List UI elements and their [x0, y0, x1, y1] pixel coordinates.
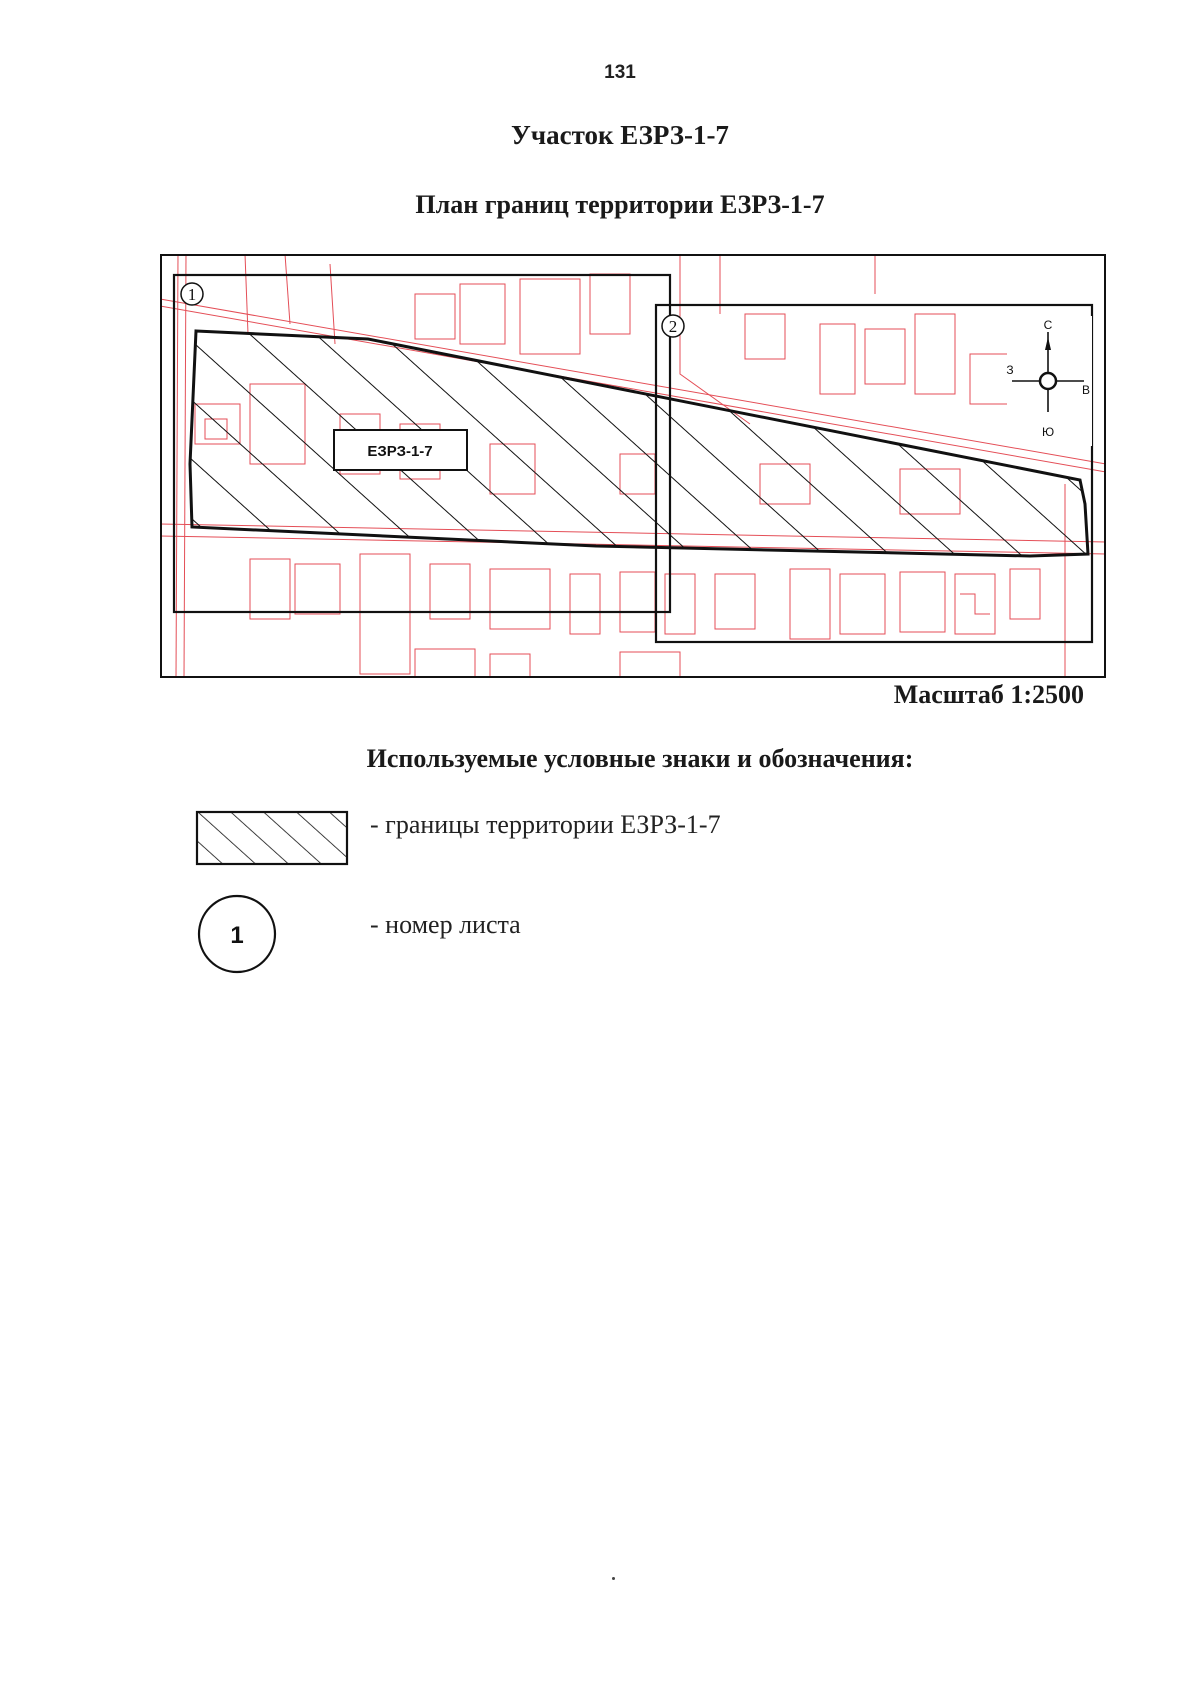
zone-label: ЕЗРЗ-1-7 [367, 443, 433, 460]
hatched-rectangle-icon [195, 810, 351, 866]
legend-label-boundary: - границы территории ЕЗРЗ-1-7 [370, 810, 721, 839]
sheet-1-number: 1 [187, 285, 197, 304]
page-number: 131 [604, 62, 636, 83]
scan-speck [612, 1577, 615, 1580]
territory-polygon [190, 331, 1091, 556]
compass-south: Ю [1041, 425, 1055, 439]
legend-title: Используемые условные знаки и обозначения: [366, 744, 914, 773]
legend-circle-number: 1 [230, 922, 244, 949]
plan-subtitle: План границ территории ЕЗРЗ-1-7 [415, 190, 825, 219]
map-scale: Масштаб 1:2500 [893, 680, 1084, 709]
legend-item-sheet-number [195, 893, 795, 973]
legend-item-boundary [195, 810, 795, 866]
compass-rose [1006, 316, 1092, 446]
compass-west: З [1006, 363, 1014, 377]
territory-boundary-map [160, 254, 1106, 678]
sheet-1-marker [181, 283, 203, 305]
compass-north: С [1043, 318, 1053, 332]
sheet-number-circle-icon [195, 893, 279, 977]
sheet-2-number: 2 [668, 317, 678, 336]
sheet-2-marker [662, 315, 684, 337]
legend-label-sheet-number: - номер листа [370, 910, 521, 939]
page-title: Участок ЕЗРЗ-1-7 [511, 120, 729, 150]
compass-east: В [1081, 383, 1091, 397]
